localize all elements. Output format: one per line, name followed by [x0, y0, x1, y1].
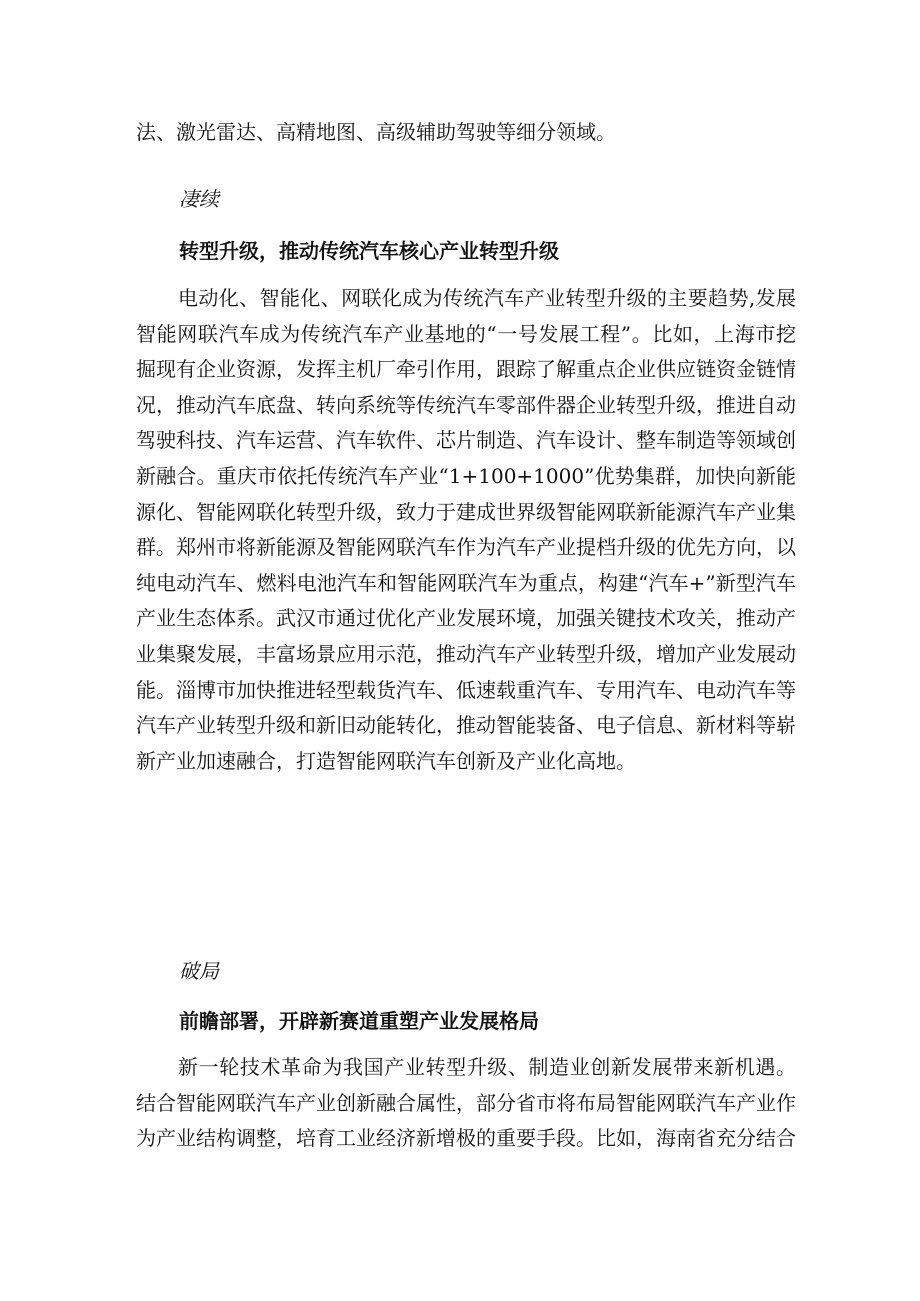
section1-label: 凄续 — [179, 187, 219, 211]
section2-heading: 前瞻部署，开辟新赛道重塑产业发展格局 — [179, 1009, 539, 1033]
intro-paragraph-tail: 法、激光雷达、高精地图、高级辅助驾驶等细分领域。 — [136, 120, 616, 144]
section1-paragraph: 电动化、智能化、网联化成为传统汽车产业转型升级的主要趋势,发展智能网联汽车成为传统汽车产业基地的“一号发展工程”。比如，上海市挖掘现有企业资源，发挥主机厂牵引作用，跟踪了解重点企业供应链资金链情况，推动汽车底盘、转向系统等传统汽车零部件器企业转型升级，推进自动驾驶科技、汽车运营、汽车软件、芯片制造、汽车设计、整车制造等领域创新融合。重庆市依托传统汽车产业“1+100+1000”优势集群，加快向新能源化、智能网联化转型升级，致力于建成世界级智能网联新能源汽车产业集群。郑州市将新能源及智能网联汽车作为汽车产业提档升级的优先方向，以纯电动汽车、燃料电池汽车和智能网联汽车为重点，构建“汽车+”新型汽车产业生态体系。武汉市通过优化产业发展环境，加强关键技术攻关，推动产业集聚发展，丰富场景应用示范，推动汽车产业转型升级，增加产业发展动能。淄博市加快推进轻型载货汽车、低速载重汽车、专用汽车、电动汽车等汽车产业转型升级和新旧动能转化，推动智能装备、电子信息、新材料等崭新产业加速融合，打造智能网联汽车创新及产业化高地。 — [136, 286, 796, 773]
section2-paragraph: 新一轮技术革命为我国产业转型升级、制造业创新发展带来新机遇。结合智能网联汽车产业创新融合属性，部分省市将布局智能网联汽车产业作为产业结构调整，培育工业经济新增极的重要手段。比如，海南省充分结合 — [136, 1055, 796, 1151]
section1-heading: 转型升级，推动传统汽车核心产业转型升级 — [179, 239, 559, 263]
section2-label: 破局 — [179, 959, 219, 983]
